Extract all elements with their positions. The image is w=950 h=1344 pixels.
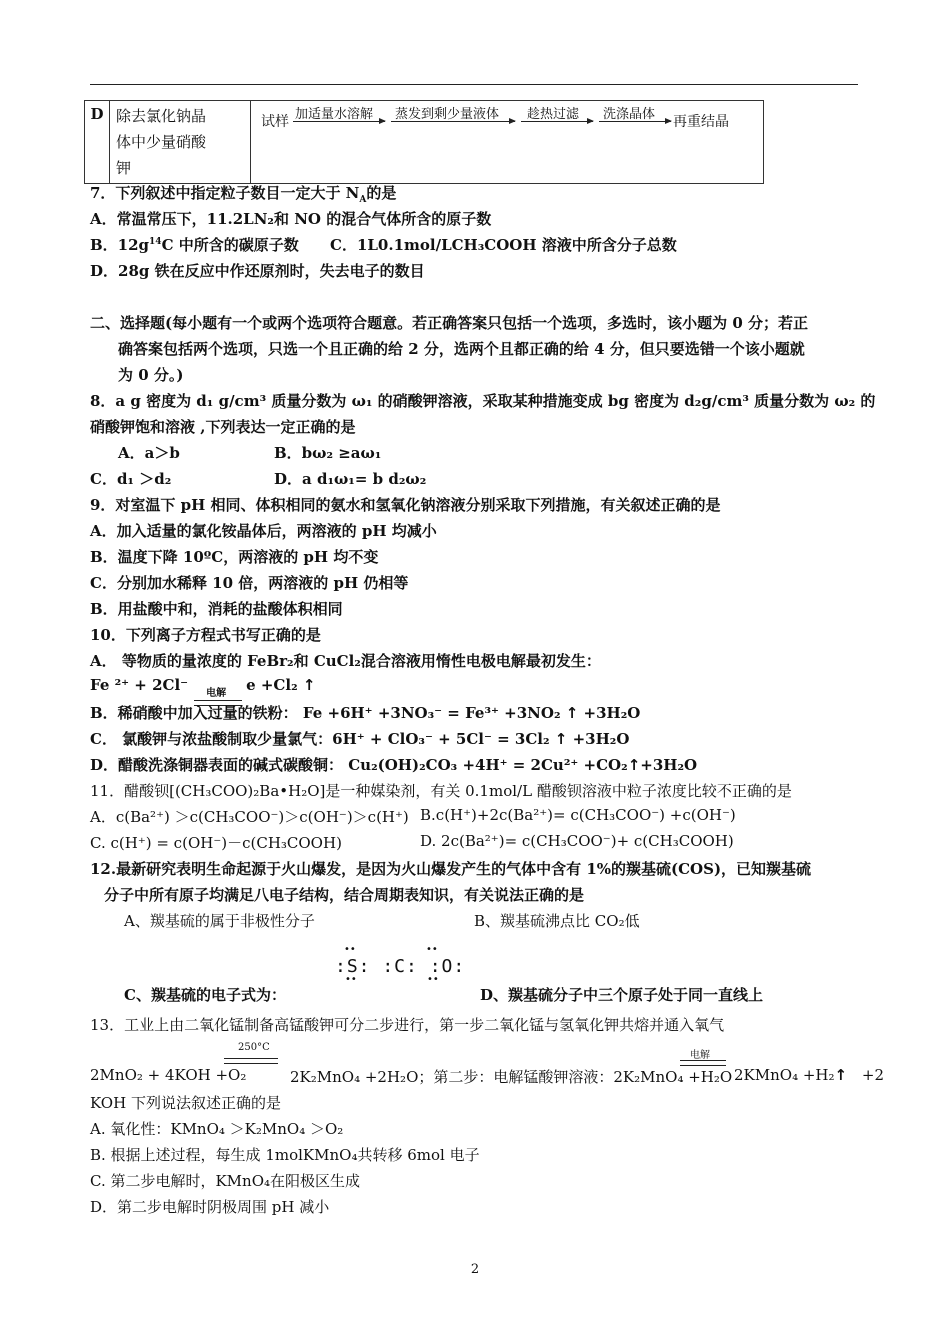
q8-option-a: A．a＞b xyxy=(118,444,180,462)
q8-option-c: C．d₁ ＞d₂ xyxy=(90,470,172,488)
question-13: 13．工业上由二氧化锰制备高锰酸钾可分二步进行，第一步二氧化锰与氢氧化钾共熔并通入氧气 xyxy=(90,1016,725,1034)
q9-option-c: C．分别加水稀释 10 倍，两溶液的 pH 仍相等 xyxy=(90,574,409,592)
section-2-instructions-cont: 确答案包括两个选项，只选一个且正确的给 2 分，选两个且都正确的给 4 分，但只要选错一个该小题就 xyxy=(118,340,805,358)
q10-option-c: C． 氯酸钾与浓盐酸制取少量氯气：6H⁺ + ClO₃⁻ + 5Cl⁻ = 3Cl₂ ↑ +3H₂O xyxy=(90,730,630,748)
q11-option-b: B.c(H⁺)+2c(Ba²⁺)= c(CH₃COO⁻) +c(OH⁻) xyxy=(420,806,736,824)
q10-option-b: B．稀硝酸中加入过量的铁粉： Fe +6H⁺ +3NO₃⁻ = Fe³⁺ +3NO₂ ↑ +3H₂O xyxy=(90,704,641,722)
flow-step: 蒸发到剩少量液体 xyxy=(395,107,500,122)
process-flow xyxy=(261,107,761,133)
page-number: 2 xyxy=(470,1262,480,1277)
question-9: 9．对室温下 pH 相同、体积相同的氨水和氢氧化钠溶液分别采取下列措施，有关叙述正确的是 xyxy=(90,496,721,514)
lone-pair-dots: •• xyxy=(426,944,438,955)
electron-formula: :S: :C: :O: xyxy=(335,956,466,977)
flow-start: 试样 xyxy=(261,114,289,130)
process-flow-cell xyxy=(251,101,764,184)
desc-line: 体中少量硝酸 xyxy=(116,133,207,151)
q10-option-a-equation: Fe ²⁺ + 2Cl⁻ 电解 e +Cl₂ ↑ xyxy=(90,676,315,694)
q9-option-a: A．加入适量的氯化铵晶体后，两溶液的 pH 均减小 xyxy=(90,522,437,540)
section-2-instructions-end: 为 0 分。) xyxy=(118,366,184,384)
q12-option-d: D、羰基硫分子中三个原子处于同一直线上 xyxy=(480,986,764,1004)
q10-option-a: A． 等物质的量浓度的 FeBr₂和 CuCl₂混合溶液用惰性电极电解最初发生： xyxy=(90,652,601,670)
q8-option-d: D．a d₁ω₁= b d₂ω₂ xyxy=(274,470,427,488)
q13-option-b: B. 根据上述过程，每生成 1molKMnO₄共转移 6mol 电子 xyxy=(90,1146,480,1164)
question-10: 10．下列离子方程式书写正确的是 xyxy=(90,626,321,644)
q12-option-c: C、羰基硫的电子式为： xyxy=(124,986,286,1004)
q13-equation-1: 2MnO₂ + 4KOH +O₂ xyxy=(90,1066,247,1084)
option-description xyxy=(110,101,251,184)
q11-option-c: C. c(H⁺) = c(OH⁻)－c(CH₃COOH) xyxy=(90,834,342,852)
q13-option-c: C. 第二步电解时，KMnO₄在阳极区生成 xyxy=(90,1172,361,1190)
desc-line: 除去氯化钠晶 xyxy=(116,107,207,125)
lone-pair-dots: •• xyxy=(345,974,357,985)
header-rule xyxy=(90,84,858,85)
q8-option-b: B．bω₂ ≥aω₁ xyxy=(274,444,382,462)
q9-option-b: B．温度下降 10ºC，两溶液的 pH 均不变 xyxy=(90,548,379,566)
q13-option-a: A. 氧化性：KMnO₄ ＞K₂MnO₄ ＞O₂ xyxy=(90,1120,344,1138)
flow-step: 加适量水溶解 xyxy=(295,107,374,122)
question-7: 7．下列叙述中指定粒子数目一定大于 $N_A$的是 xyxy=(90,184,397,205)
q13-equation-3: 2KMnO₄ +H₂↑ +2 xyxy=(734,1066,884,1084)
reaction-arrow xyxy=(224,1058,278,1064)
temperature-condition: 250°C xyxy=(238,1042,270,1053)
q7-option-d: D．28g 铁在反应中作还原剂时，失去电子的数目 xyxy=(90,262,425,280)
flow-step: 趁热过滤 xyxy=(527,107,580,122)
q13-equation-2: 2K₂MnO₄ +2H₂O；第二步：电解锰酸钾溶液：2K₂MnO₄ +H₂O xyxy=(290,1068,733,1086)
q11-option-a: A．c(Ba²⁺) ＞c(CH₃COO⁻)＞c(OH⁻)＞c(H⁺) xyxy=(90,808,409,826)
question-13-cont: KOH 下列说法叙述正确的是 xyxy=(90,1094,281,1112)
q9-option-d: B．用盐酸中和，消耗的盐酸体积相同 xyxy=(90,600,343,618)
q11-option-d: D. 2c(Ba²⁺)= c(CH₃COO⁻)+ c(CH₃COOH) xyxy=(420,832,734,850)
lone-pair-dots: •• xyxy=(427,974,439,985)
option-label: D xyxy=(85,101,110,184)
q7-option-c: C．1L0.1mol/LCH₃COOH 溶液中所含分子总数 xyxy=(330,236,677,254)
section-2-instructions: 二、选择题(每小题有一个或两个选项符合题意。若正确答案只包括一个选项，多选时，该小题为 0 分；若正 xyxy=(90,314,808,332)
question-8-cont: 硝酸钾饱和溶液 ,下列表达一定正确的是 xyxy=(90,418,356,436)
electrolysis-condition: 电解 xyxy=(690,1050,710,1061)
question-8: 8．a g 密度为 d₁ g/cm³ 质量分数为 ω₁ 的硝酸钾溶液，采取某种措施变成 bg 密度为 d₂g/cm³ 质量分数为 ω₂ 的 xyxy=(90,392,876,410)
q12-option-a: A、羰基硫的属于非极性分子 xyxy=(124,912,315,930)
lone-pair-dots: •• xyxy=(344,944,356,955)
question-11: 11．醋酸钡[(CH₃COO)₂Ba•H₂O]是一种媒染剂，有关 0.1mol/L 醋酸钡溶液中粒子浓度比较不正确的是 xyxy=(90,782,792,800)
q13-option-d: D．第二步电解时阴极周围 pH 减小 xyxy=(90,1198,330,1216)
option-table xyxy=(84,100,764,184)
electrolysis-condition: 电解 xyxy=(206,688,227,699)
q7-option-b: B．$12g^{14}C$ 中所含的碳原子数 xyxy=(90,236,299,254)
desc-line: 钾 xyxy=(116,159,132,177)
q7-option-a: A．常温常压下，11.2LN₂和 NO 的混合气体所含的原子数 xyxy=(90,210,492,228)
flow-step: 洗涤晶体 xyxy=(603,107,656,122)
question-12: 12.最新研究表明生命起源于火山爆发，是因为火山爆发产生的气体中含有 1%的羰基硫(COS)，已知羰基硫 xyxy=(90,860,812,878)
flow-end: 再重结晶 xyxy=(673,114,729,130)
question-12-cont: 分子中所有原子均满足八电子结构，结合周期表知识，有关说法正确的是 xyxy=(104,886,585,904)
q10-option-d: D．醋酸洗涤铜器表面的碱式碳酸铜： Cu₂(OH)₂CO₃ +4H⁺ = 2Cu²⁺ +CO₂↑+3H₂O xyxy=(90,756,698,774)
q12-option-b: B、羰基硫沸点比 CO₂低 xyxy=(474,912,640,930)
